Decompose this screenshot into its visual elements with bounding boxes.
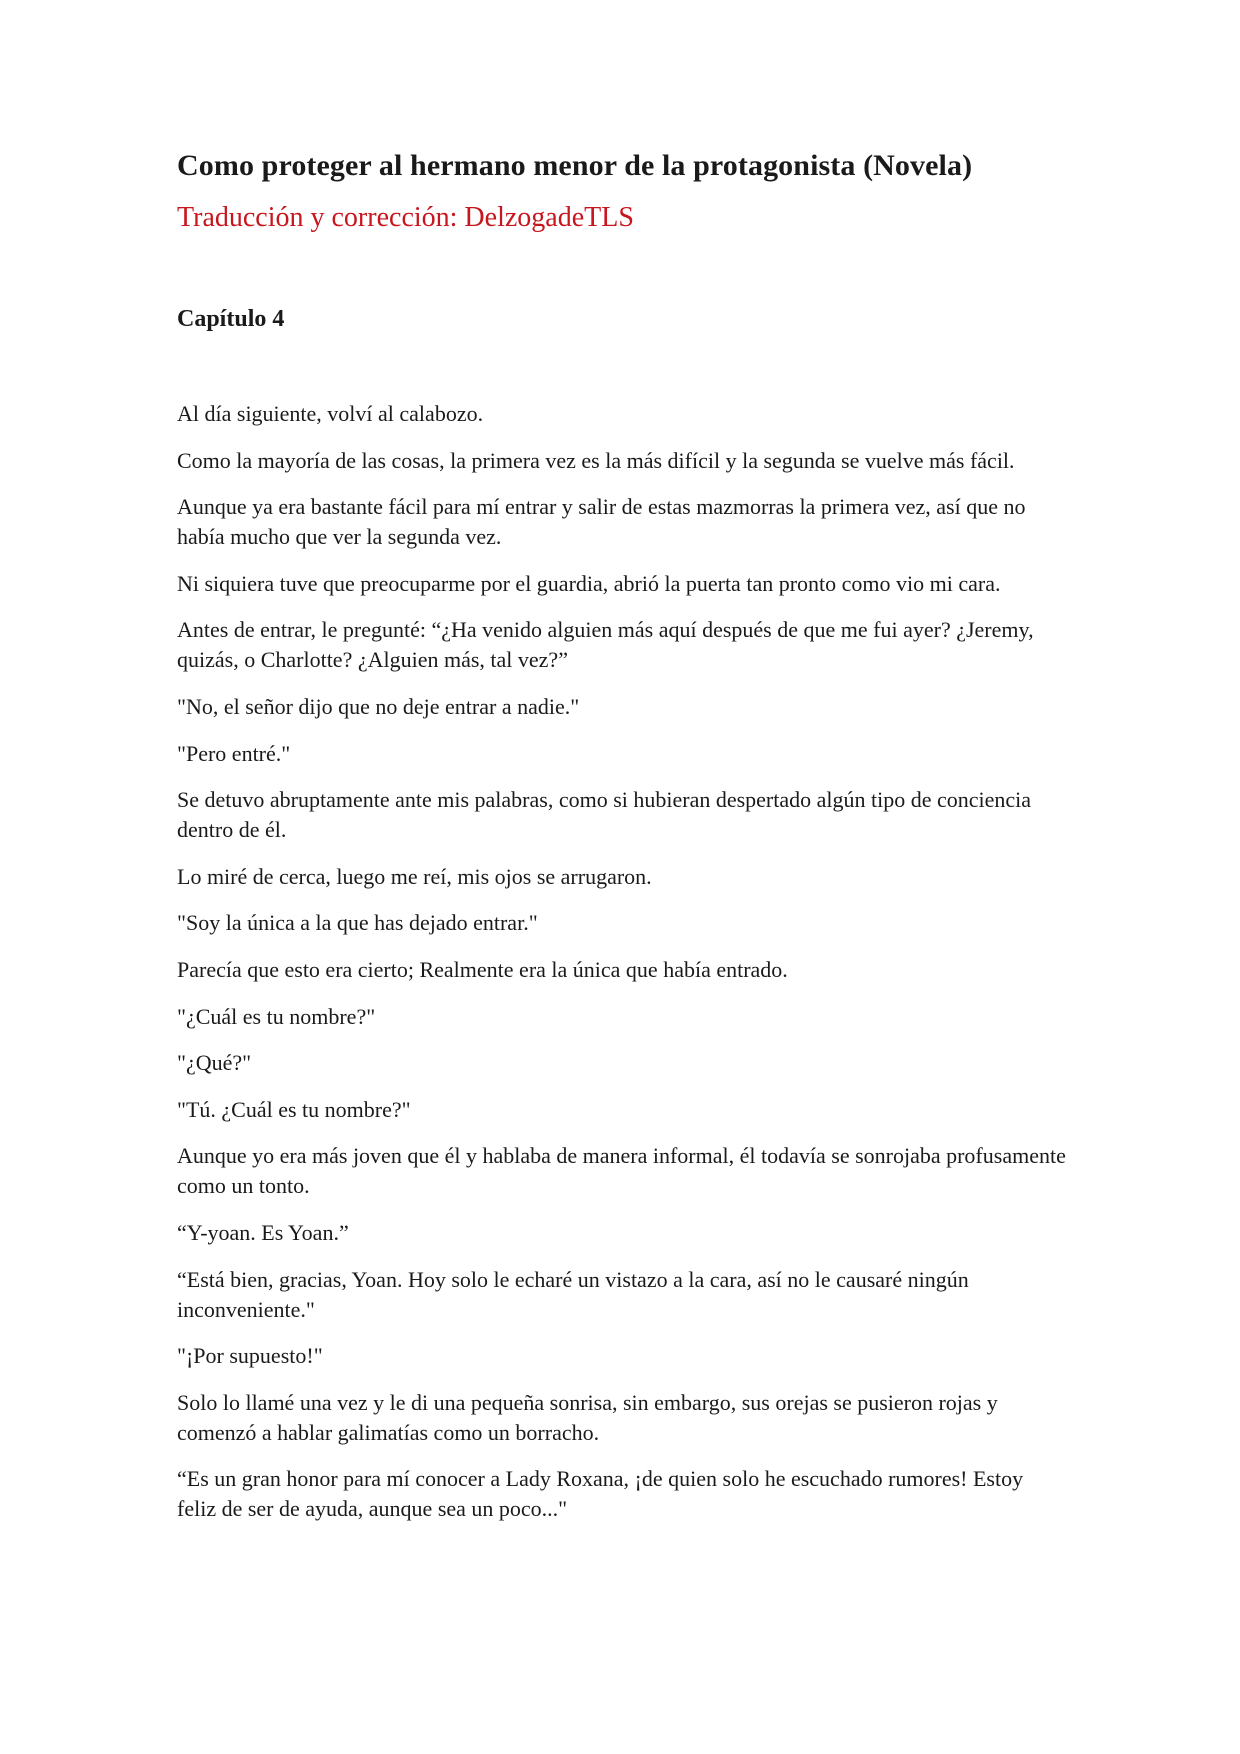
- paragraph: Se detuvo abruptamente ante mis palabras, como si hubieran despertado algún tipo de conciencia dentro de él.: [177, 787, 1032, 843]
- chapter-heading: Capítulo 4: [177, 306, 285, 332]
- document-title: Como proteger al hermano menor de la protagonista (Novela): [177, 149, 973, 182]
- paragraph: Al día siguiente, volví al calabozo.: [177, 401, 484, 426]
- paragraph: "No, el señor dijo que no deje entrar a nadie.": [177, 693, 580, 719]
- document-subtitle: Traducción y corrección: DelzogadeTLS: [177, 202, 634, 233]
- paragraph: Solo lo llamé una vez y le di una pequeña sonrisa, sin embargo, sus orejas se pusieron rojas y comenzó a hablar galimatías como un borracho.: [177, 1389, 998, 1445]
- paragraph: Antes de entrar, le pregunté: “¿Ha venido alguien más aquí después de que me fui ayer? ¿Jeremy, quizás, o Charlotte? ¿Alguien más, tal vez?”: [177, 617, 1034, 673]
- paragraph: Como la mayoría de las cosas, la primera vez es la más difícil y la segunda se vuelve más fácil.: [177, 447, 1015, 473]
- paragraph: Parecía que esto era cierto; Realmente era la única que había entrado.: [177, 956, 788, 982]
- paragraph: "Soy la única a la que has dejado entrar.": [177, 910, 538, 936]
- document-page: [177, 146, 1067, 1541]
- paragraph: “Y-yoan. Es Yoan.”: [177, 1219, 349, 1245]
- paragraph: “Está bien, gracias, Yoan. Hoy solo le echaré un vistazo a la cara, así no le causaré ningún inconveniente.": [177, 1266, 969, 1322]
- paragraph: Aunque ya era bastante fácil para mí entrar y salir de estas mazmorras la primera vez, así que no había mucho que ver la segunda vez.: [177, 494, 1026, 550]
- paragraph: "Pero entré.": [177, 740, 291, 766]
- paragraph: Lo miré de cerca, luego me reí, mis ojos se arrugaron.: [177, 863, 652, 889]
- paragraph: "¡Por supuesto!": [177, 1343, 323, 1369]
- paragraph: "¿Qué?": [177, 1050, 252, 1076]
- paragraph: “Es un gran honor para mí conocer a Lady Roxana, ¡de quien solo he escuchado rumores! Estoy feliz de ser de ayuda, aunque sea un poco...": [177, 1466, 1024, 1522]
- paragraph: "¿Cuál es tu nombre?": [177, 1003, 376, 1029]
- paragraph: Ni siquiera tuve que preocuparme por el guardia, abrió la puerta tan pronto como vio mi cara.: [177, 570, 1001, 596]
- paragraph: Aunque yo era más joven que él y hablaba de manera informal, él todavía se sonrojaba profusamente como un tonto.: [177, 1143, 1066, 1199]
- paragraph: "Tú. ¿Cuál es tu nombre?": [177, 1096, 411, 1122]
- chapter-body: [177, 399, 1067, 1524]
